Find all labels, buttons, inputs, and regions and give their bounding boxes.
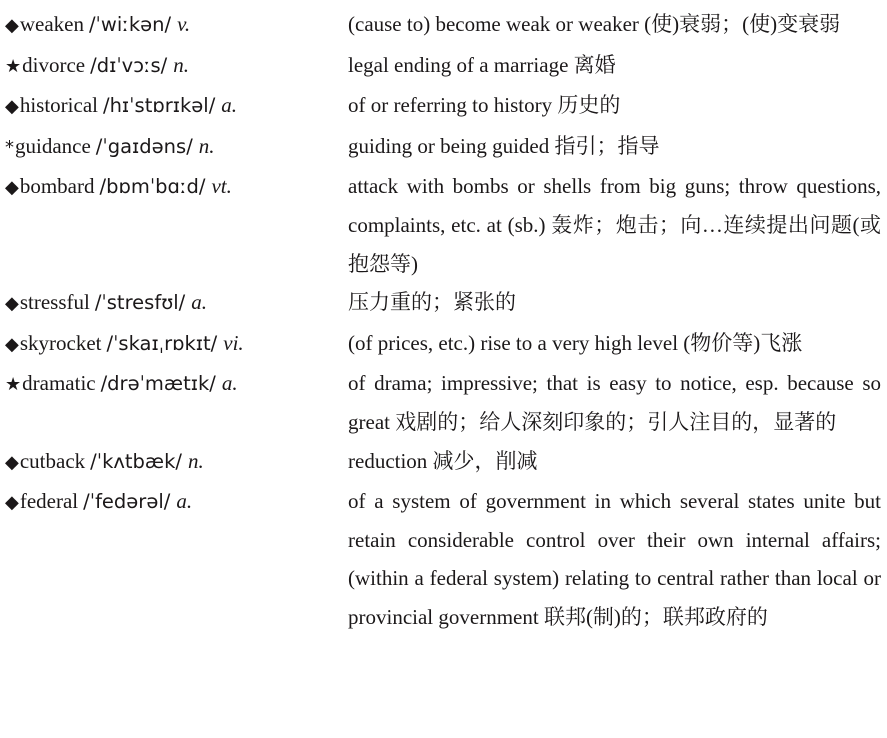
entry-definition: legal ending of a marriage 离婚 (348, 52, 616, 77)
term-cell (5, 167, 348, 208)
entry-pos: v. (177, 12, 191, 36)
entry-word: dramatic (22, 371, 96, 396)
vocab-entry-row (5, 482, 881, 636)
term-cell (5, 127, 348, 168)
term-cell (5, 46, 348, 87)
vocab-entry-row (5, 324, 881, 365)
entry-pos: a. (221, 371, 238, 396)
entry-pos: n. (173, 52, 189, 77)
diamond-marker-icon: ◆ (5, 293, 20, 315)
vocab-entry-row (5, 167, 881, 283)
diamond-marker-icon: ◆ (5, 451, 20, 473)
vocab-entry-row (5, 364, 881, 441)
asterisk-marker-icon: * (5, 136, 15, 158)
entry-definition: of a system of government in which several states unite but retain considerable control over their own internal affairs; (within a federal system) relating to central rather than local or provincial government 联邦(制)的；联邦政府的 (348, 489, 881, 629)
entry-word: historical (19, 93, 98, 118)
diamond-marker-icon: ◆ (5, 15, 20, 36)
entry-word: stressful (19, 290, 90, 315)
entry-definition: of drama; impressive; that is easy to notice, esp. because so great 戏剧的；给人深刻印象的；引人注目的，显著的 (348, 371, 881, 434)
entry-pos: a. (191, 290, 207, 315)
entry-definition: (of prices, etc.) rise to a very high level (物价等)飞涨 (348, 330, 803, 355)
entry-definition: attack with bombs or shells from big guns; throw questions, complaints, etc. at (sb.) 轰炸；炮击；向…连续提出问题(或抱怨等) (348, 174, 881, 276)
entry-word: divorce (22, 52, 86, 77)
entry-phonetic: /dɪˈvɔːs/ (90, 53, 168, 77)
entry-pos: a. (176, 489, 193, 514)
vocab-entry-row (5, 442, 881, 483)
entry-word: skyrocket (19, 330, 102, 355)
term-cell (5, 482, 348, 523)
entry-definition: of or referring to history 历史的 (348, 93, 621, 118)
entry-word: weaken (19, 12, 84, 36)
entry-pos: a. (221, 93, 238, 118)
diamond-marker-icon: ◆ (5, 177, 20, 199)
entry-phonetic: /ˈkʌtbæk/ (90, 449, 182, 473)
term-cell (5, 86, 348, 127)
term-cell (5, 5, 348, 46)
entry-definition: 压力重的；紧张的 (348, 290, 516, 315)
entry-phonetic: /ˈwiːkən/ (88, 13, 172, 36)
entry-phonetic: /ˈskaɪˌrɒkɪt/ (106, 331, 218, 355)
entry-pos: n. (198, 133, 215, 158)
diamond-marker-icon: ◆ (5, 333, 20, 355)
vocab-entry-row (5, 46, 881, 87)
entry-word: bombard (19, 174, 95, 199)
star-marker-icon: ★ (5, 55, 23, 77)
vocab-entry-row (5, 5, 881, 46)
entry-phonetic: /drəˈmætɪk/ (100, 372, 216, 396)
vocab-entry-row (5, 86, 881, 127)
entry-word: guidance (15, 133, 91, 158)
entry-phonetic: /ˈfedərəl/ (83, 490, 171, 514)
entry-definition: (cause to) become weak or weaker (使)衰弱；(使)变衰弱 (348, 12, 841, 36)
vocab-entry-row (5, 127, 881, 168)
diamond-marker-icon: ◆ (5, 96, 20, 118)
entry-pos: vi. (223, 330, 244, 355)
diamond-marker-icon: ◆ (5, 492, 20, 514)
vocab-entry-row (5, 283, 881, 324)
term-cell (5, 283, 348, 324)
entry-pos: vt. (211, 174, 232, 199)
entry-word: federal (19, 489, 79, 514)
term-cell (5, 364, 348, 405)
entry-word: cutback (19, 448, 86, 473)
entry-pos: n. (187, 448, 204, 473)
entry-phonetic: /hɪˈstɒrɪkəl/ (103, 94, 216, 118)
entry-definition: reduction 减少，削减 (348, 448, 538, 473)
entry-phonetic: /bɒmˈbɑːd/ (99, 175, 206, 199)
star-marker-icon: ★ (5, 374, 23, 396)
entry-phonetic: /ˈstresfʊl/ (94, 291, 186, 315)
term-cell (5, 442, 348, 483)
term-cell (5, 324, 348, 365)
entry-phonetic: /ˈgaɪdəns/ (95, 134, 193, 158)
entry-definition: guiding or being guided 指引；指导 (348, 133, 660, 158)
